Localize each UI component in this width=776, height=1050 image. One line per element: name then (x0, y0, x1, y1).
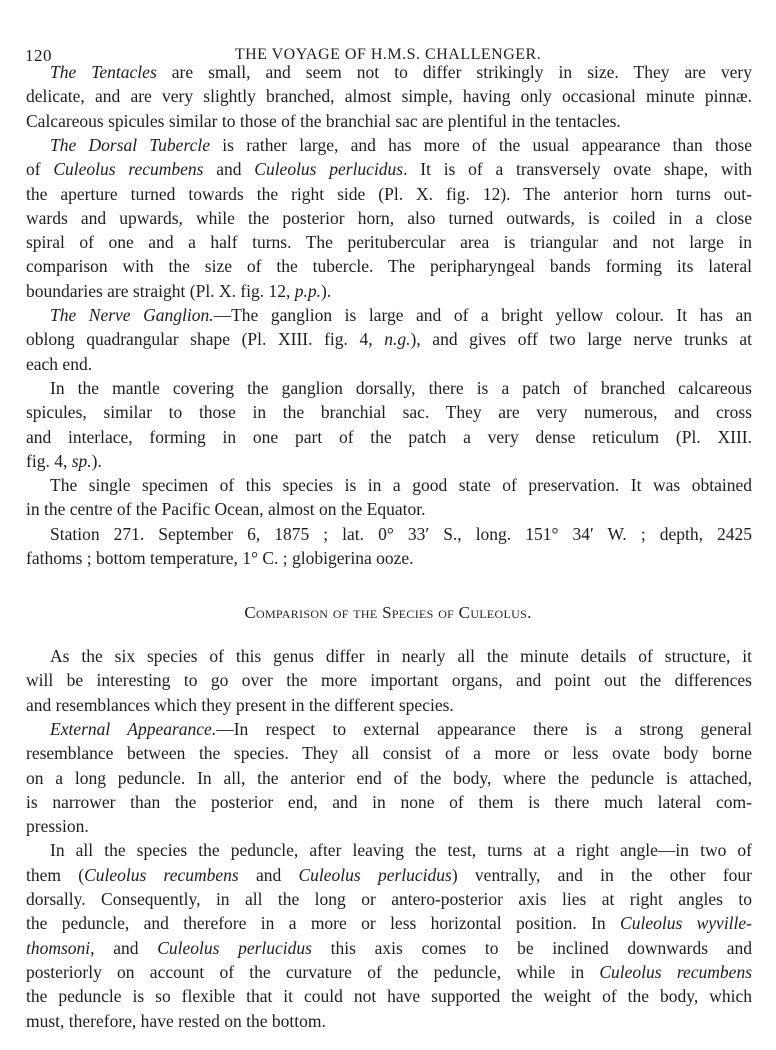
text-line (26, 426, 752, 448)
text-line (26, 669, 752, 691)
text-segment: pression. (26, 816, 89, 837)
text-line (26, 231, 752, 253)
text-segment: posteriorly on account of the curvature of the peduncle, while in (26, 961, 600, 982)
text-line (26, 498, 752, 520)
text-segment: oblong quadrangular shape (Pl. XIII. fig. 4, (26, 329, 385, 350)
text-line (26, 937, 752, 959)
text-line (26, 280, 752, 302)
text-segment: In the mantle covering the ganglion dorsally, there is a patch of branched calcareous (50, 377, 752, 398)
text-line (50, 645, 752, 667)
text-segment: on a long peduncle. In all, the anterior end of the body, where the peduncle is attached, (26, 767, 752, 788)
text-line (26, 985, 752, 1007)
text-segment: boundaries are straight (Pl. X. fig. 12, (26, 280, 295, 301)
text-segment: ). (321, 280, 332, 301)
text-line (50, 134, 752, 156)
running-title: THE VOYAGE OF H.M.S. CHALLENGER. (234, 46, 542, 63)
text-segment: delicate, and are very slightly branched, almost simple, having only occasional minute pinnæ. (26, 86, 752, 107)
text-segment: ) ventrally, and in the other four (451, 864, 752, 885)
text-segment: Station 271. September 6, 1875 ; lat. 0° 33′ S., long. 151° 34′ W. ; depth, 2425 (50, 523, 752, 544)
text-segment: —The ganglion is large and of a bright yellow colour. It has an (213, 305, 752, 325)
text-segment: and interlace, forming in one part of the patch a very dense reticulum (Pl. XIII. (26, 426, 752, 447)
text-line (26, 401, 752, 423)
text-segment: The single specimen of this species is in a good state of preservation. It was obtained (50, 475, 752, 496)
text-line (26, 110, 752, 132)
text-segment: and (203, 159, 255, 180)
text-segment: and (238, 864, 299, 885)
italic-segment: p.p. (294, 280, 322, 301)
text-line (26, 158, 752, 180)
text-line (50, 474, 752, 496)
text-segment: of (26, 159, 54, 180)
text-segment: them ( (26, 864, 85, 885)
text-line (26, 255, 752, 277)
text-line (26, 791, 752, 813)
text-segment: spicules, similar to those in the branchial sac. They are very numerous, and cross (26, 402, 752, 423)
section-heading: Comparison of the Species of Culeolus. (244, 603, 532, 622)
text-segment: fathoms ; bottom temperature, 1° C. ; globigerina ooze. (26, 548, 414, 568)
text-segment: wards and upwards, while the posterior horn, also turned outwards, is coiled in a close (26, 207, 752, 228)
text-segment: this axis comes to be inclined downwards and (311, 937, 752, 958)
text-segment: are small, and seem not to differ strikingly in size. They are very (156, 62, 752, 82)
text-segment: comparison with the size of the tubercle. The peripharyngeal bands forming its lateral (26, 256, 752, 277)
text-segment: the peduncle, and therefore in a more or less horizontal position. In (26, 913, 621, 934)
text-segment: spiral of one and a half turns. The peritubercular area is triangular and not large in (26, 232, 752, 253)
text-line (26, 742, 752, 764)
text-segment: —In respect to external appearance there is a strong general (216, 718, 753, 739)
text-line (50, 377, 752, 399)
italic-segment: The Dorsal Tubercle (50, 134, 211, 155)
text-segment: will be interesting to go over the more important organs, and point out the differences (26, 670, 752, 691)
italic-segment: n.g. (384, 329, 411, 350)
text-segment: the peduncle is so flexible that it could not have supported the weight of the body, which (26, 986, 752, 1007)
text-segment: Calcareous spicules similar to those of the branchial sac are plentiful in the tentacles. (26, 110, 621, 131)
text-line (26, 547, 752, 569)
italic-segment: thomsoni, (26, 937, 95, 958)
text-line (26, 767, 752, 789)
text-line (50, 61, 752, 83)
italic-segment: The Nerve Ganglion. (50, 305, 214, 325)
text-line (26, 353, 752, 375)
text-line (26, 815, 752, 837)
text-segment: is rather large, and has more of the usual appearance than those (210, 134, 752, 155)
text-segment: and resemblances which they present in the different species. (26, 694, 454, 715)
text-line (26, 961, 752, 983)
text-line (50, 839, 752, 861)
text-segment: . It is of a transversely ovate shape, with (403, 159, 752, 180)
text-segment: the aperture turned towards the right side (Pl. X. fig. 12). The anterior horn turns out- (26, 183, 752, 204)
text-line (26, 1010, 752, 1032)
page-number: 120 (25, 46, 52, 65)
text-segment: ), and gives off two large nerve trunks at (410, 329, 752, 350)
italic-segment: Culeolus recumbens (53, 159, 204, 180)
italic-segment: Culeolus recumbens (599, 961, 752, 982)
text-line (26, 912, 752, 934)
text-segment: resemblance between the species. They all consist of a more or less ovate body borne (26, 743, 752, 764)
italic-segment: sp. (71, 450, 92, 471)
italic-segment: External Appearance. (50, 718, 217, 739)
text-line (26, 328, 752, 350)
text-segment: must, therefore, have rested on the bottom. (26, 1010, 326, 1031)
text-line (26, 450, 752, 472)
text-segment: in the centre of the Pacific Ocean, almost on the Equator. (26, 499, 426, 520)
text-line (26, 694, 752, 716)
italic-segment: Culeolus perlucidus (254, 159, 404, 180)
text-segment: dorsally. Consequently, in all the long or antero-posterior axis lies at right angles to (26, 889, 752, 909)
text-segment: In all the species the peduncle, after leaving the test, turns at a right angle—in two of (50, 840, 752, 861)
text-segment: As the six species of this genus differ in nearly all the minute details of structure, it (50, 646, 752, 666)
text-line (26, 864, 752, 886)
text-line (26, 183, 752, 205)
text-line (26, 888, 752, 910)
italic-segment: Culeolus perlucidus (157, 937, 312, 958)
text-segment: is narrower than the posterior end, and in none of them is there much lateral com- (26, 791, 752, 812)
italic-segment: Culeolus recumbens (84, 864, 239, 885)
text-segment: each end. (26, 353, 93, 374)
italic-segment: Culeolus perlucidus (298, 864, 452, 885)
text-line (26, 85, 752, 107)
text-line (50, 718, 752, 740)
text-segment: and (94, 937, 158, 958)
text-line (50, 523, 752, 545)
text-line (26, 207, 752, 229)
italic-segment: The Tentacles (50, 62, 157, 82)
italic-segment: Culeolus wyville- (620, 913, 752, 934)
text-segment: ). (91, 450, 102, 471)
text-line (50, 304, 752, 326)
text-segment: fig. 4, (26, 450, 72, 471)
